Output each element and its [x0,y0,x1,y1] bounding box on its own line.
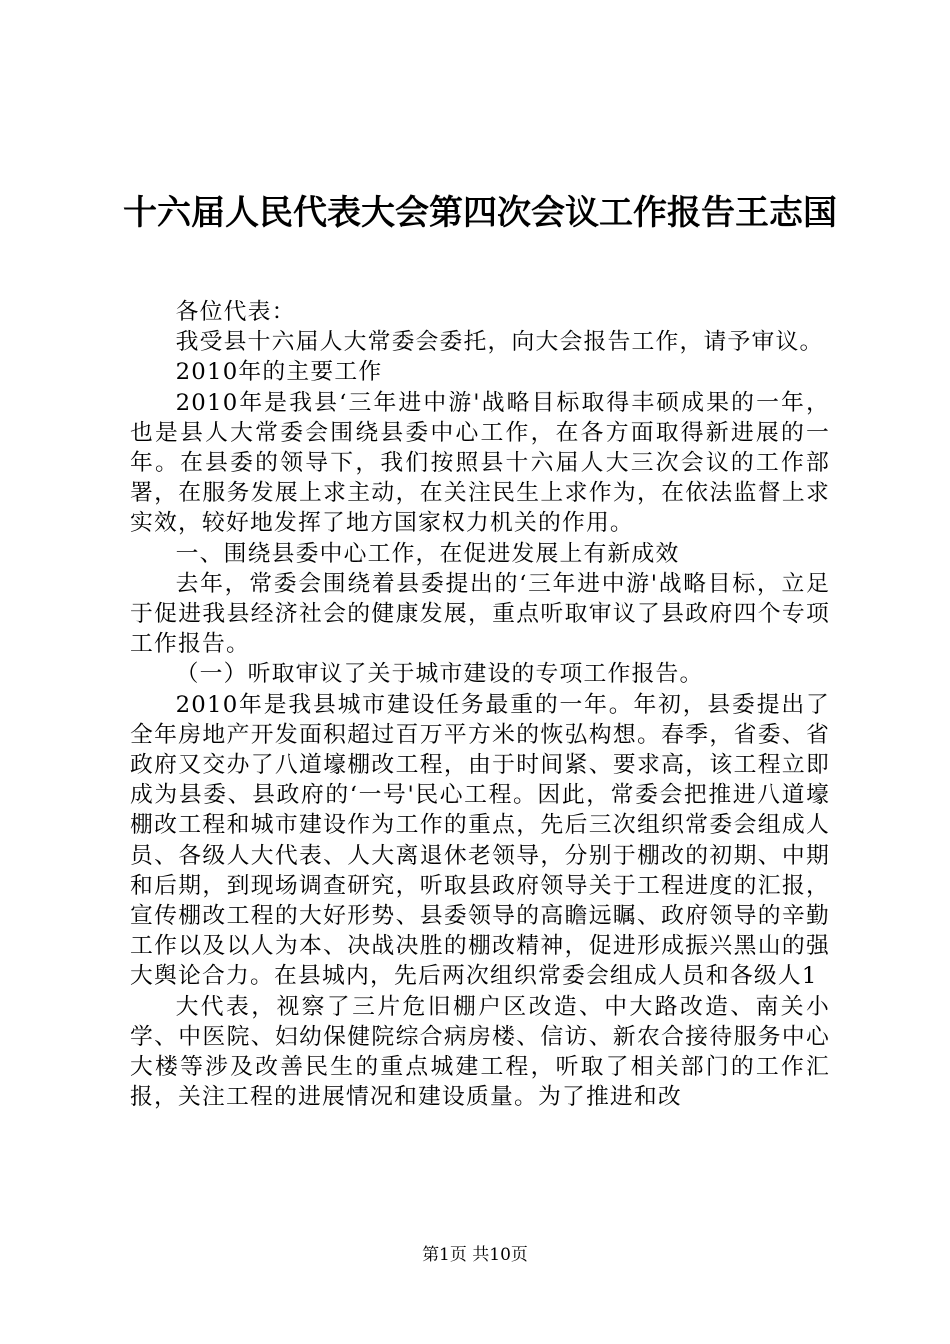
body-paragraph: 2010年是我县‘三年进中游'战略目标取得丰硕成果的一年，也是县人大常委会围绕县委中心工作，在各方面取得新进展的一年。在县委的领导下，我们按照县十六届人大三次会议的工作部署，在服务发展上求主动，在关注民生上求作为，在依法监督上求实效，较好地发挥了地方国家权力机关的作用。 [130,389,830,537]
body-paragraph: 2010年是我县城市建设任务最重的一年。年初，县委提出了全年房地产开发面积超过百万平方米的恢弘构想。春季，省委、省政府又交办了八道壕棚改工程，由于时间紧、要求高，该工程立即成为县委、县政府的‘一号'民心工程。因此，常委会把推进八道壕棚改工程和城市建设作为工作的重点，先后三次组织常委会组成人员、各级人大代表、人大离退休老领导，分别于棚改的初期、中期和后期，到现场调查研究，听取县政府领导关于工程进度的汇报，宣传棚改工程的大好形势、县委领导的高瞻远瞩、政府领导的辛勤工作以及以人为本、决战决胜的棚改精神，促进形成振兴黑山的强大舆论合力。在县城内，先后两次组织常委会组成人员和各级人1 [130,691,830,990]
body-paragraph: 去年，常委会围绕着县委提出的‘三年进中游'战略目标，立足于促进我县经济社会的健康发展，重点听取审议了县政府四个专项工作报告。 [130,570,830,658]
intro-paragraph: 我受县十六届人大常委会委托，向大会报告工作，请予审议。 [175,329,824,356]
page-footer: 第1页 共10页 [422,1245,528,1265]
section-heading: 2010年的主要工作 [175,359,383,386]
document-body [130,297,830,1112]
page-title: 十六届人民代表大会第四次会议工作报告王志国 [123,193,837,233]
subsection-heading: （一）听取审议了关于城市建设的专项工作报告。 [175,661,704,688]
section-heading: 一、围绕县委中心工作，在促进发展上有新成效 [175,540,680,567]
body-paragraph: 大代表，视察了三片危旧棚户区改造、中大路改造、南关小学、中医院、妇幼保健院综合病房楼、信访、新农合接待服务中心大楼等涉及改善民生的重点城建工程，听取了相关部门的工作汇报，关注工程的进展情况和建设质量。为了推进和改 [130,993,830,1111]
salutation: 各位代表： [175,299,296,325]
